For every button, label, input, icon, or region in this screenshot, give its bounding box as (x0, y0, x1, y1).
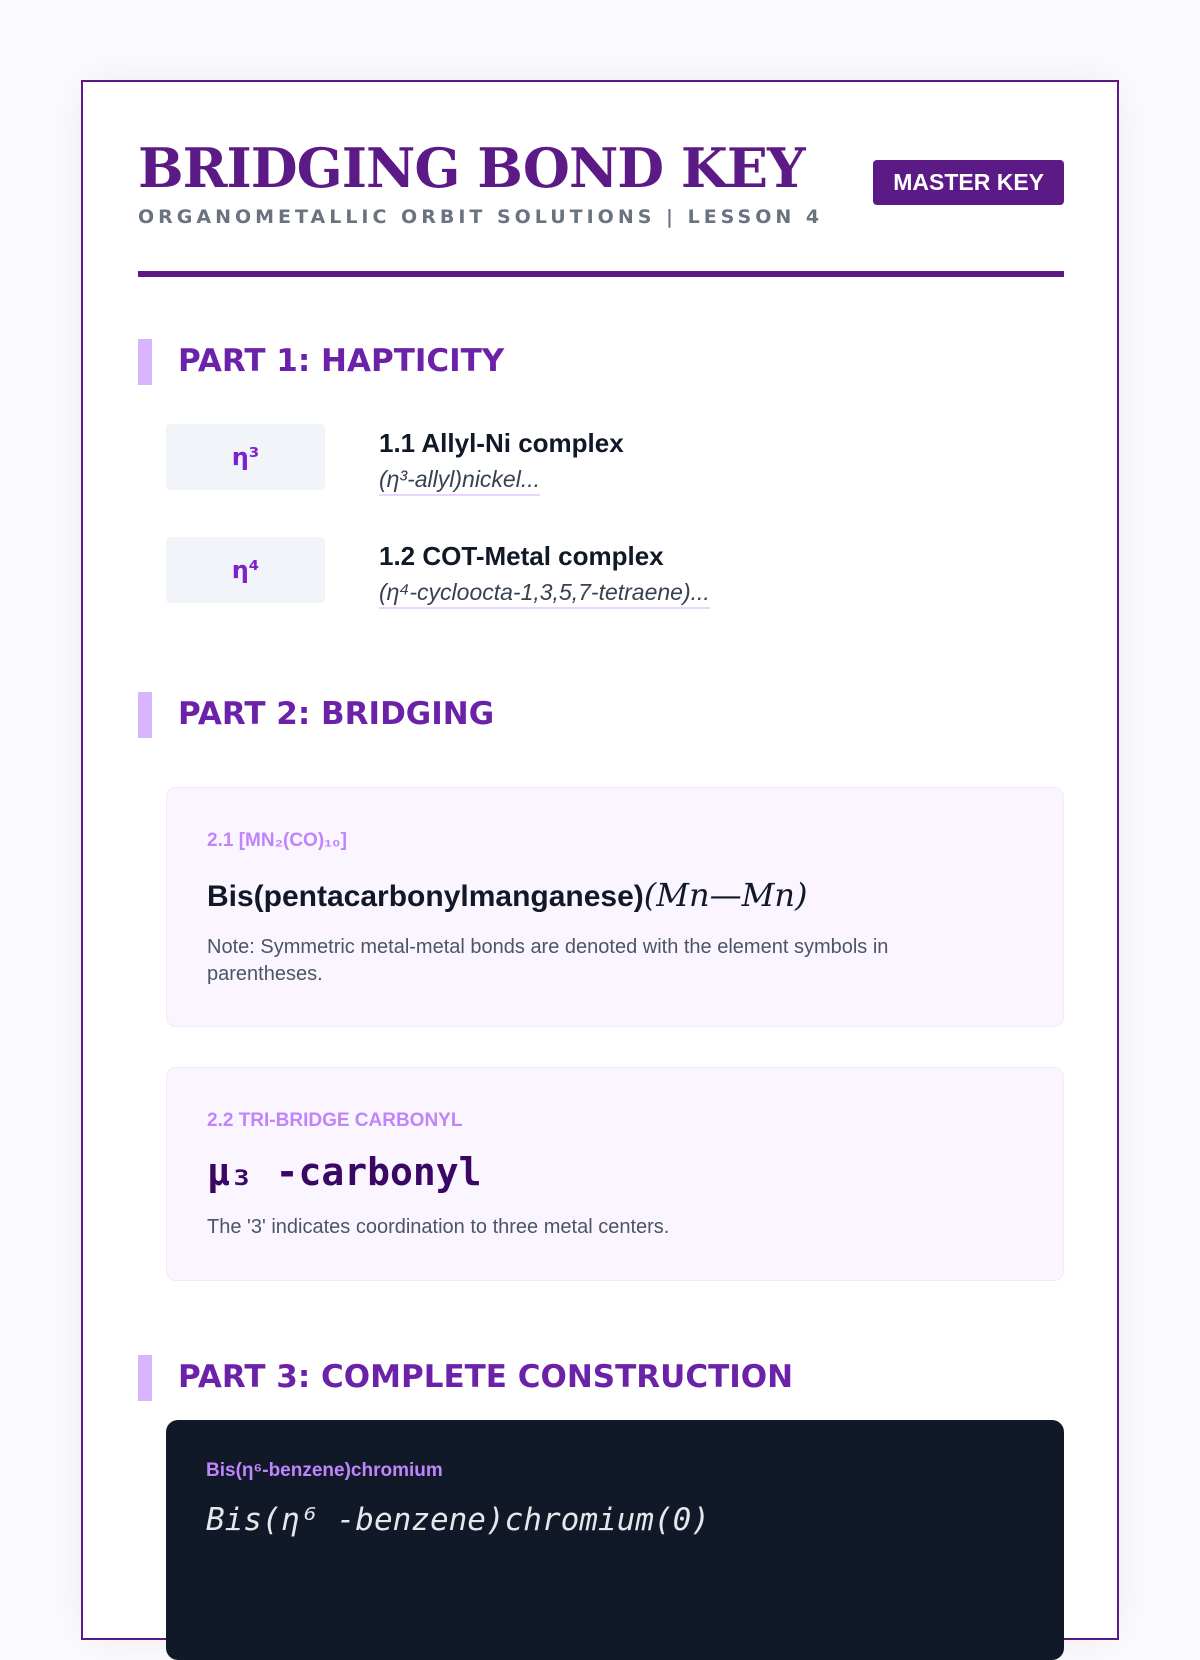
section-accent-bar (138, 339, 152, 385)
card-label: 2.2 TRI-BRIDGE CARBONYL (207, 1110, 463, 1131)
page-title: BRIDGING BOND KEY (138, 136, 805, 200)
card-answer (207, 876, 808, 914)
metal-bond-notation: (Mn—Mn) (643, 876, 808, 914)
code-block-answer: Bis(η⁶ -benzene)chromium(0) (206, 1502, 710, 1538)
complex-name: 1.2 COT-Metal complex (379, 541, 664, 571)
part2-title: PART 2: BRIDGING (178, 696, 495, 732)
section-accent-bar (138, 1355, 152, 1401)
complex-formula: (η⁴-cycloocta-1,3,5,7-tetraene)... (379, 579, 710, 609)
card-label: 2.1 [MN₂(CO)₁₀] (207, 830, 347, 851)
section-accent-bar (138, 692, 152, 738)
complex-formula: (η³-allyl)nickel... (379, 466, 540, 496)
code-block-label: Bis(η⁶-benzene)chromium (206, 1460, 443, 1481)
part1-title: PART 1: HAPTICITY (178, 343, 505, 379)
card-note: Note: Symmetric metal-metal bonds are denoted with the element symbols in parentheses. (207, 936, 889, 985)
master-key-badge: MASTER KEY (873, 160, 1064, 205)
hapticity-row (166, 537, 1046, 605)
hapticity-badge: η⁴ (166, 537, 325, 603)
header-divider (138, 271, 1064, 277)
construction-code-block (166, 1420, 1064, 1660)
card-answer: μ₃ -carbonyl (207, 1150, 482, 1194)
page-subtitle: ORGANOMETALLIC ORBIT SOLUTIONS | LESSON 4 (138, 206, 824, 228)
hapticity-badge: η³ (166, 424, 325, 490)
part3-title: PART 3: COMPLETE CONSTRUCTION (178, 1359, 794, 1395)
hapticity-row (166, 424, 1046, 492)
answer-key-sheet (81, 80, 1119, 1640)
bridging-card-tri-carbonyl (166, 1067, 1064, 1281)
card-note: The '3' indicates coordination to three metal centers. (207, 1216, 670, 1238)
complex-name: 1.1 Allyl-Ni complex (379, 428, 624, 458)
bridging-card-mn2co10 (166, 787, 1064, 1027)
answer-text: Bis(pentacarbonylmanganese) (207, 880, 644, 913)
